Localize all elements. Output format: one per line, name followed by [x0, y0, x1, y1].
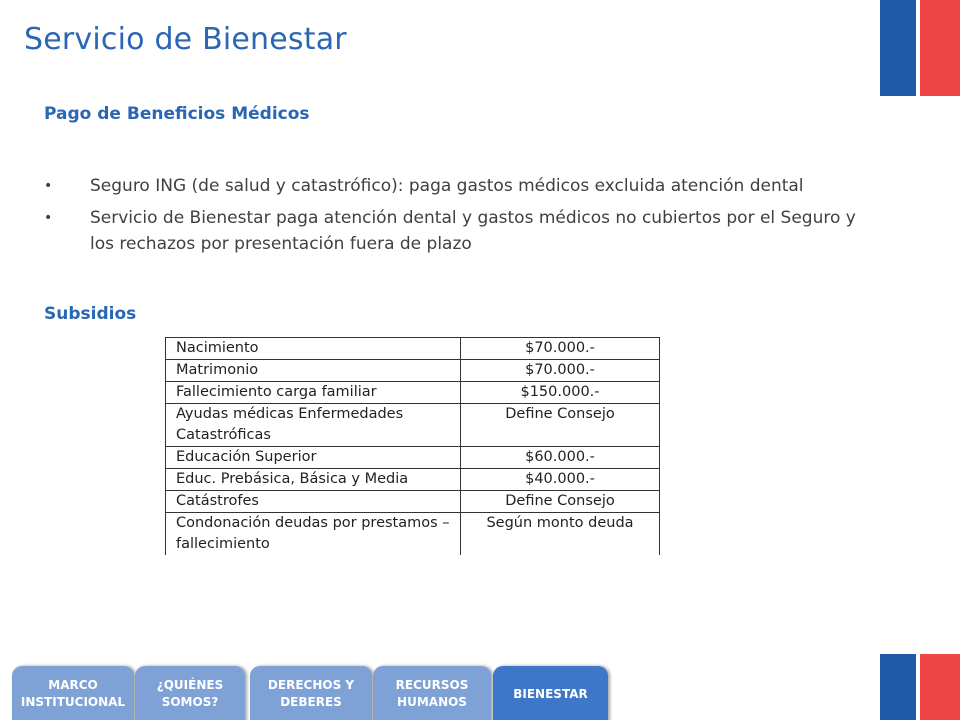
bullet-item	[44, 205, 874, 257]
subsidy-amount: $40.000.-	[461, 469, 660, 491]
subsidy-amount: $60.000.-	[461, 447, 660, 469]
nav-button-label: DERECHOS Y DEBERES	[267, 678, 355, 709]
flag-decoration-bottom	[880, 654, 960, 720]
subsidy-amount: $70.000.-	[461, 338, 660, 360]
subsidy-amount: Define Consejo	[461, 404, 660, 447]
subsidy-amount: $70.000.-	[461, 360, 660, 382]
flag-decoration-top	[880, 0, 960, 96]
bullet-item	[44, 173, 874, 199]
subsidy-concept: Educ. Prebásica, Básica y Media	[166, 469, 461, 491]
subsidy-concept: Educación Superior	[166, 447, 461, 469]
slide-title: Servicio de Bienestar	[24, 22, 347, 57]
section-heading-medical-benefits: Pago de Beneficios Médicos	[44, 104, 310, 124]
subsidy-concept: Catástrofes	[166, 491, 461, 513]
subsidy-amount: Define Consejo	[461, 491, 660, 513]
nav-marco-institucional-button[interactable]	[12, 666, 134, 720]
subsidy-concept: Fallecimiento carga familiar	[166, 382, 461, 404]
nav-button-label: BIENESTAR	[513, 686, 588, 701]
subsidy-concept: Matrimonio	[166, 360, 461, 382]
nav-button-label: ¿QUIÉNES SOMOS?	[156, 678, 224, 709]
nav-bienestar-button[interactable]	[493, 666, 608, 720]
nav-derechos-deberes-button[interactable]	[250, 666, 372, 720]
subsidy-concept: Condonación deudas por prestamos – fallecimiento	[166, 513, 461, 556]
nav-button-label: RECURSOS HUMANOS	[395, 678, 469, 709]
subsidy-concept: Nacimiento	[166, 338, 461, 360]
flag-blue-stripe	[880, 654, 916, 720]
subsidy-amount: Según monto deuda	[461, 513, 660, 556]
flag-blue-stripe	[880, 0, 916, 96]
benefits-bullet-list	[44, 173, 874, 263]
table-row	[166, 447, 660, 469]
table-row	[166, 513, 660, 556]
flag-red-stripe	[920, 0, 960, 96]
bullet-text: Seguro ING (de salud y catastrófico): paga gastos médicos excluida atención dental	[90, 176, 804, 196]
table-row	[166, 382, 660, 404]
bullet-text: Servicio de Bienestar paga atención dental y gastos médicos no cubiertos por el Seguro y los rechazos por presentación fuera de plazo	[90, 208, 856, 254]
subsidies-table	[165, 337, 660, 555]
bullet-glyph: •	[44, 178, 53, 194]
nav-quienes-somos-button[interactable]	[135, 666, 245, 720]
subsidy-amount: $150.000.-	[461, 382, 660, 404]
subsidy-concept: Ayudas médicas Enfermedades Catastróficas	[166, 404, 461, 447]
table-row	[166, 404, 660, 447]
nav-button-label: MARCO INSTITUCIONAL	[20, 678, 126, 709]
nav-recursos-humanos-button[interactable]	[373, 666, 491, 720]
section-heading-subsidies: Subsidios	[44, 304, 137, 324]
bullet-glyph: •	[44, 210, 53, 226]
table-row	[166, 491, 660, 513]
table-row	[166, 469, 660, 491]
table-row	[166, 360, 660, 382]
flag-red-stripe	[920, 654, 960, 720]
table-row	[166, 338, 660, 360]
